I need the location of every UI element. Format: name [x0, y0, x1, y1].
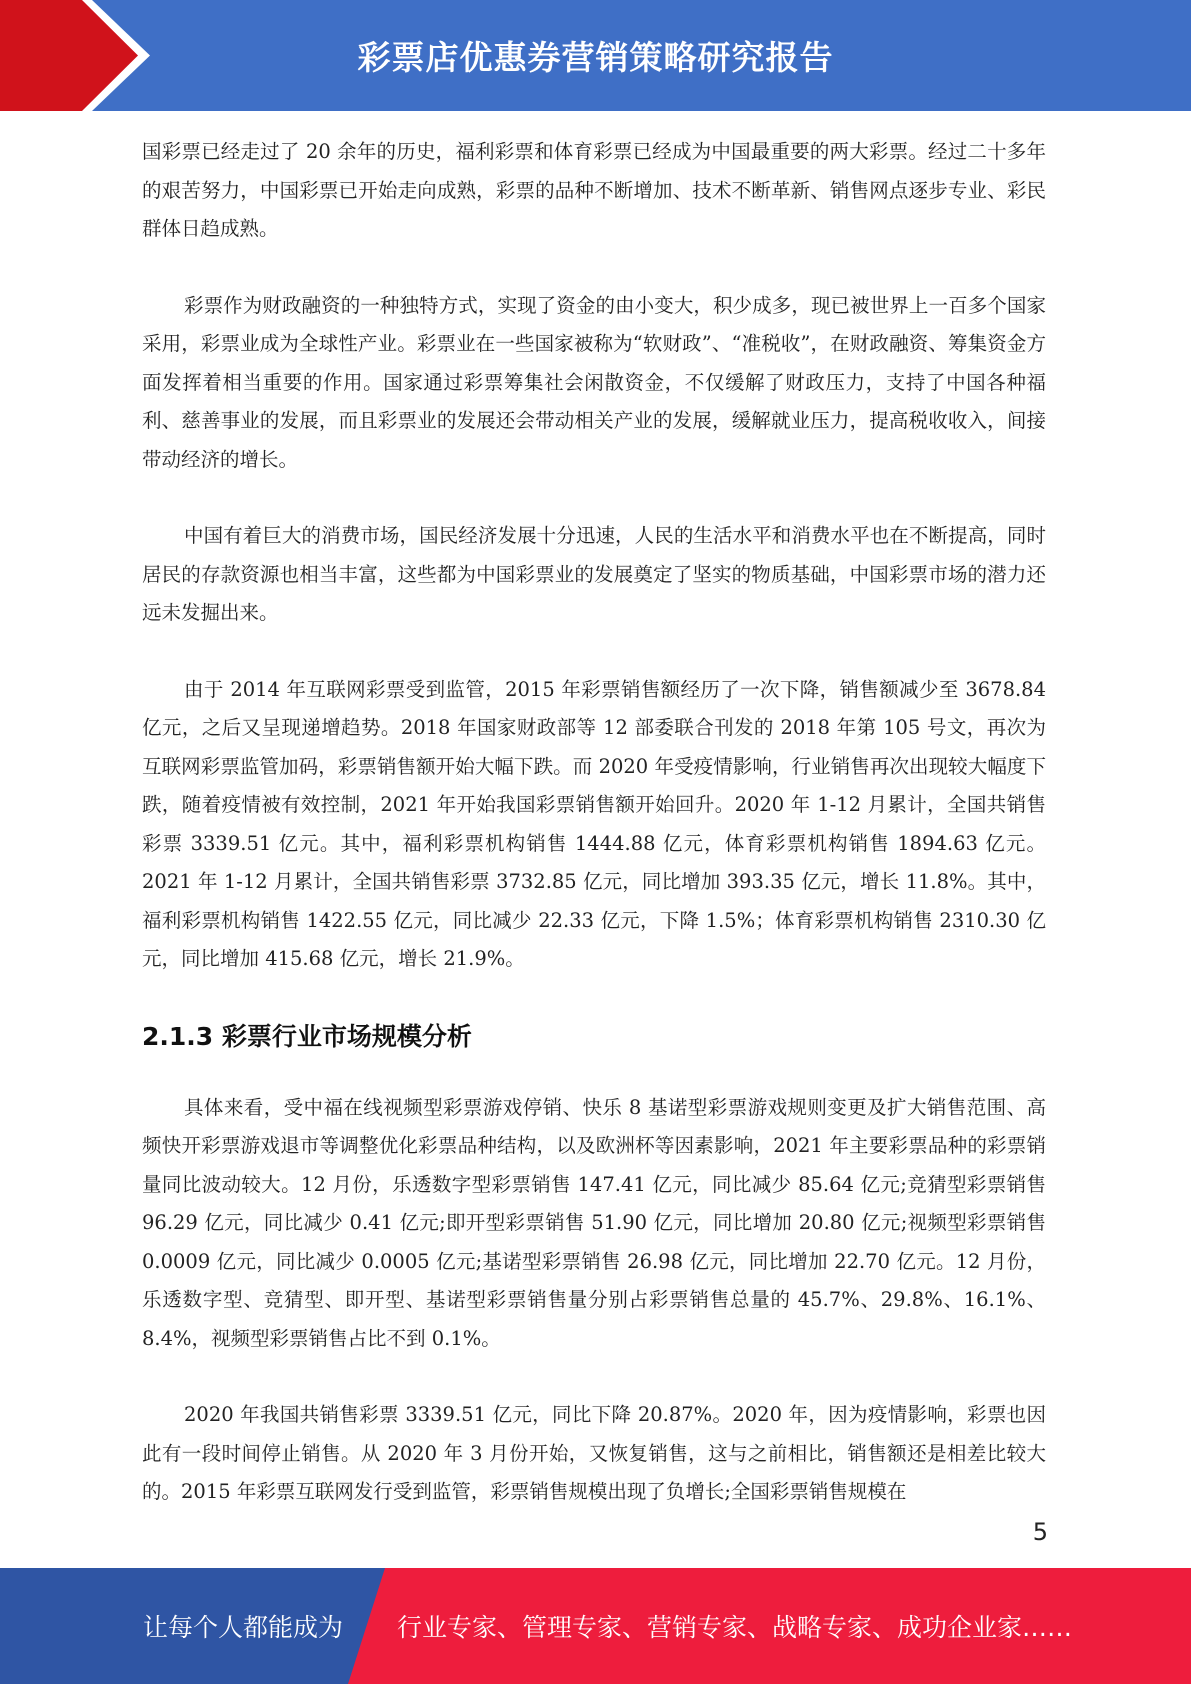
section-heading: 2.1.3 彩票行业市场规模分析	[142, 1021, 472, 1051]
page-content	[142, 133, 1046, 1512]
footer-slogan-right: 行业专家、管理专家、营销专家、战略专家、成功企业家……	[397, 1613, 1073, 1642]
paragraph: 中国有着巨大的消费市场，国民经济发展十分迅速，人民的生活水平和消费水平也在不断提高，同时居民的存款资源也相当丰富，这些都为中国彩票业的发展奠定了坚实的物质基础，中国彩票市场的潜力还远未发掘出来。	[142, 524, 1046, 624]
document-title: 彩票店优惠券营销策略研究报告	[357, 38, 834, 77]
page-header	[0, 0, 1191, 111]
page-number: 5	[1032, 1518, 1048, 1546]
paragraph: 国彩票已经走过了 20 余年的历史，福利彩票和体育彩票已经成为中国最重要的两大彩票。经过二十多年的艰苦努力，中国彩票已开始走向成熟，彩票的品种不断增加、技术不断革新、销售网点逐步专业、彩民群体日趋成熟。	[142, 140, 1046, 240]
paragraph: 彩票作为财政融资的一种独特方式，实现了资金的由小变大，积少成多，现已被世界上一百多个国家采用，彩票业成为全球性产业。彩票业在一些国家被称为“软财政”、“准税收”，在财政融资、筹集资金方面发挥着相当重要的作用。国家通过彩票筹集社会闲散资金，不仅缓解了财政压力，支持了中国各种福利、慈善事业的发展，而且彩票业的发展还会带动相关产业的发展，缓解就业压力，提高税收收入，间接带动经济的增长。	[142, 293, 1046, 471]
paragraph: 由于 2014 年互联网彩票受到监管，2015 年彩票销售额经历了一次下降，销售额减少至 3678.84 亿元，之后又呈现递增趋势。2018 年国家财政部等 12 部委联合刊发的 2018 年第 105 号文，再次为互联网彩票监管加码，彩票销售额开始大幅下跌。而 2020 年受疫情影响，行业销售再次出现较大幅度下跌，随着疫情被有效控制，2021 年开始我国彩票销售额开始回升。2020 年 1-12 月累计，全国共销售彩票 3339.51 亿元。其中，福利彩票机构销售 1444.88 亿元，体育彩票机构销售 1894.63 亿元。2021 年 1-12 月累计，全国共销售彩票 3732.85 亿元，同比增加 393.35 亿元，增长 11.8%。其中，福利彩票机构销售 1422.55 亿元，同比减少 22.33 亿元，下降 1.5%；体育彩票机构销售 2310.30 亿元，同比增加 415.68 亿元，增长 21.9%。	[142, 677, 1046, 970]
paragraph: 2020 年我国共销售彩票 3339.51 亿元，同比下降 20.87%。2020 年，因为疫情影响，彩票也因此有一段时间停止销售。从 2020 年 3 月份开始，又恢复销售，这与之前相比，销售额还是相差比较大的。2015 年彩票互联网发行受到监管，彩票销售规模出现了负增长;全国彩票销售规模在	[142, 1403, 1046, 1503]
paragraph: 具体来看，受中福在线视频型彩票游戏停销、快乐 8 基诺型彩票游戏规则变更及扩大销售范围、高频快开彩票游戏退市等调整优化彩票品种结构，以及欧洲杯等因素影响，2021 年主要彩票品种的彩票销量同比波动较大。12 月份，乐透数字型彩票销售 147.41 亿元，同比减少 85.64 亿元;竞猜型彩票销售 96.29 亿元，同比减少 0.41 亿元;即开型彩票销售 51.90 亿元，同比增加 20.80 亿元;视频型彩票销售 0.0009 亿元，同比减少 0.0005 亿元;基诺型彩票销售 26.98 亿元，同比增加 22.70 亿元。12 月份，乐透数字型、竞猜型、即开型、基诺型彩票销售量分别占彩票销售总量的 45.7%、29.8%、16.1%、8.4%，视频型彩票销售占比不到 0.1%。	[142, 1095, 1046, 1350]
page-footer	[0, 1568, 1191, 1684]
footer-slogan-left: 让每个人都能成为	[143, 1613, 344, 1642]
